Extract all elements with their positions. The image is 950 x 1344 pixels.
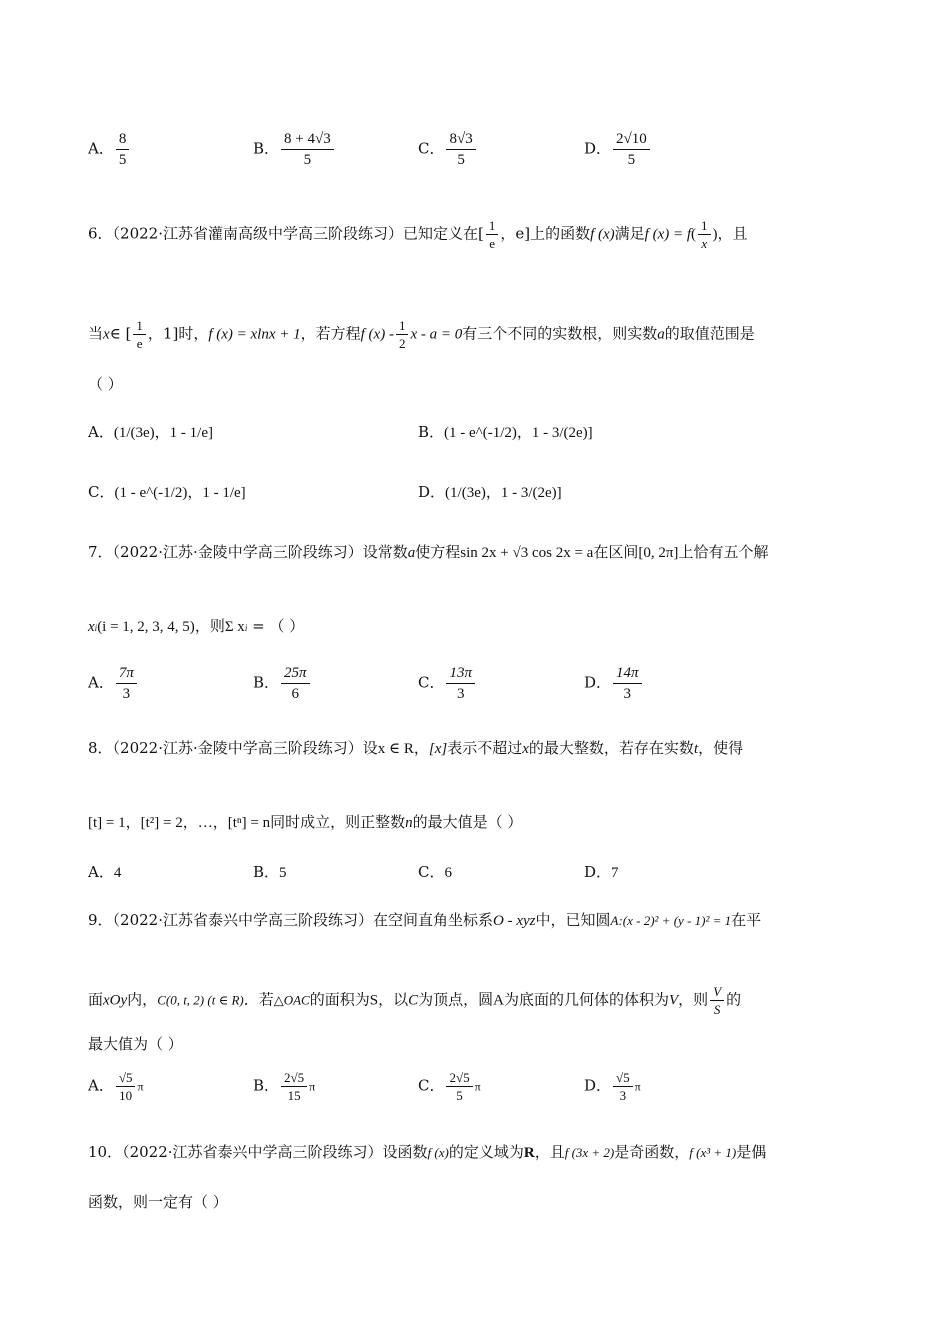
q5-option-b[interactable]: B． $\frac{8 + 4√3}{5}$ [253,130,336,169]
q6-stem-line1: 6．（2022·江苏省灌南高级中学高三阶段练习）已知定义在[ $\frac{1}{e}$ ，e]上的函数f (x)满足f (x) = f( $\frac{1}{x}$ )，且 [88,218,748,251]
q7-option-c[interactable]: C． $\frac{13\pi}{3}$ [418,664,477,703]
q9-option-b[interactable]: B． $\frac{2√5}{15}$ π [253,1070,316,1103]
q7-stem-line1: 7．（2022·江苏·金陵中学高三阶段练习）设常数a使方程sin 2x + √3 cos 2x = a在区间[0, 2π]上恰有五个解 [88,543,769,561]
q9-option-c[interactable]: C． $\frac{2√5}{5}$ π [418,1070,481,1103]
q9-option-d[interactable]: D． $\frac{√5}{3}$ π [584,1070,641,1103]
q7-option-d[interactable]: D． $\frac{14\pi}{3}$ [584,664,644,703]
q8-option-c[interactable]: C．6 [418,863,452,881]
q9-stem-line3: 最大值为（ ） [88,1035,183,1053]
q8-stem-line2: [t] = 1，[t²] = 2，…，[tⁿ] = n同时成立，则正整数n的最大值是（ ） [88,813,523,831]
q7-stem-line2: xi(i = 1, 2, 3, 4, 5)，则Σ xi = （ ） [88,617,305,635]
q5-option-a[interactable]: A． $\frac{8}{5}$ [88,130,131,169]
q6-option-c[interactable]: C．(1 - e^(-1/2)，1 - 1/e] [88,483,246,501]
q6-answer-blank: （ ） [88,375,123,393]
q6-stem-line2: 当x∈ [ $\frac{1}{e}$ ，1]时，f (x) = xlnx + 1，若方程f (x) - $\frac{1}{2}$ x - a = 0有三个不同的实数根，则实数a的取值范围是 [88,318,755,351]
q7-option-a[interactable]: A． $\frac{7\pi}{3}$ [88,664,139,703]
q5-option-c[interactable]: C． $\frac{8√3}{5}$ [418,130,478,169]
q8-option-d[interactable]: D．7 [584,863,619,881]
q9-stem-line2: 面xOy内，C(0, t, 2) (t ∈ R)．若△OAC的面积为S，以C为顶点，圆A为底面的几何体的体积为V，则 $\frac{V}{S}$ 的 [88,984,742,1017]
q10-stem-line1: 10．（2022·江苏省泰兴中学高三阶段练习）设函数f (x)的定义域为R，且f (3x + 2)是奇函数，f (x³ + 1)是偶 [88,1143,767,1161]
q10-stem-line2: 函数，则一定有（ ） [88,1193,228,1211]
q9-option-a[interactable]: A． $\frac{√5}{10}$ π [88,1070,144,1103]
q8-option-a[interactable]: A．4 [88,863,122,881]
q6-option-d[interactable]: D．(1/(3e)，1 - 3/(2e)] [418,483,562,501]
q6-option-a[interactable]: A．(1/(3e)，1 - 1/e] [88,423,213,441]
q9-stem-line1: 9．（2022·江苏省泰兴中学高三阶段练习）在空间直角坐标系O - xyz中，已知圆A:(x - 2)² + (y - 1)² = 1在平 [88,911,762,929]
q6-option-b[interactable]: B．(1 - e^(-1/2)，1 - 3/(2e)] [418,423,593,441]
q5-option-d[interactable]: D． $\frac{2√10}{5}$ [584,130,652,169]
q8-option-b[interactable]: B．5 [253,863,287,881]
q7-option-b[interactable]: B． $\frac{25\pi}{6}$ [253,664,312,703]
q8-stem-line1: 8．（2022·江苏·金陵中学高三阶段练习）设x ∈ R，[x]表示不超过x的最大整数，若存在实数t，使得 [88,739,744,757]
